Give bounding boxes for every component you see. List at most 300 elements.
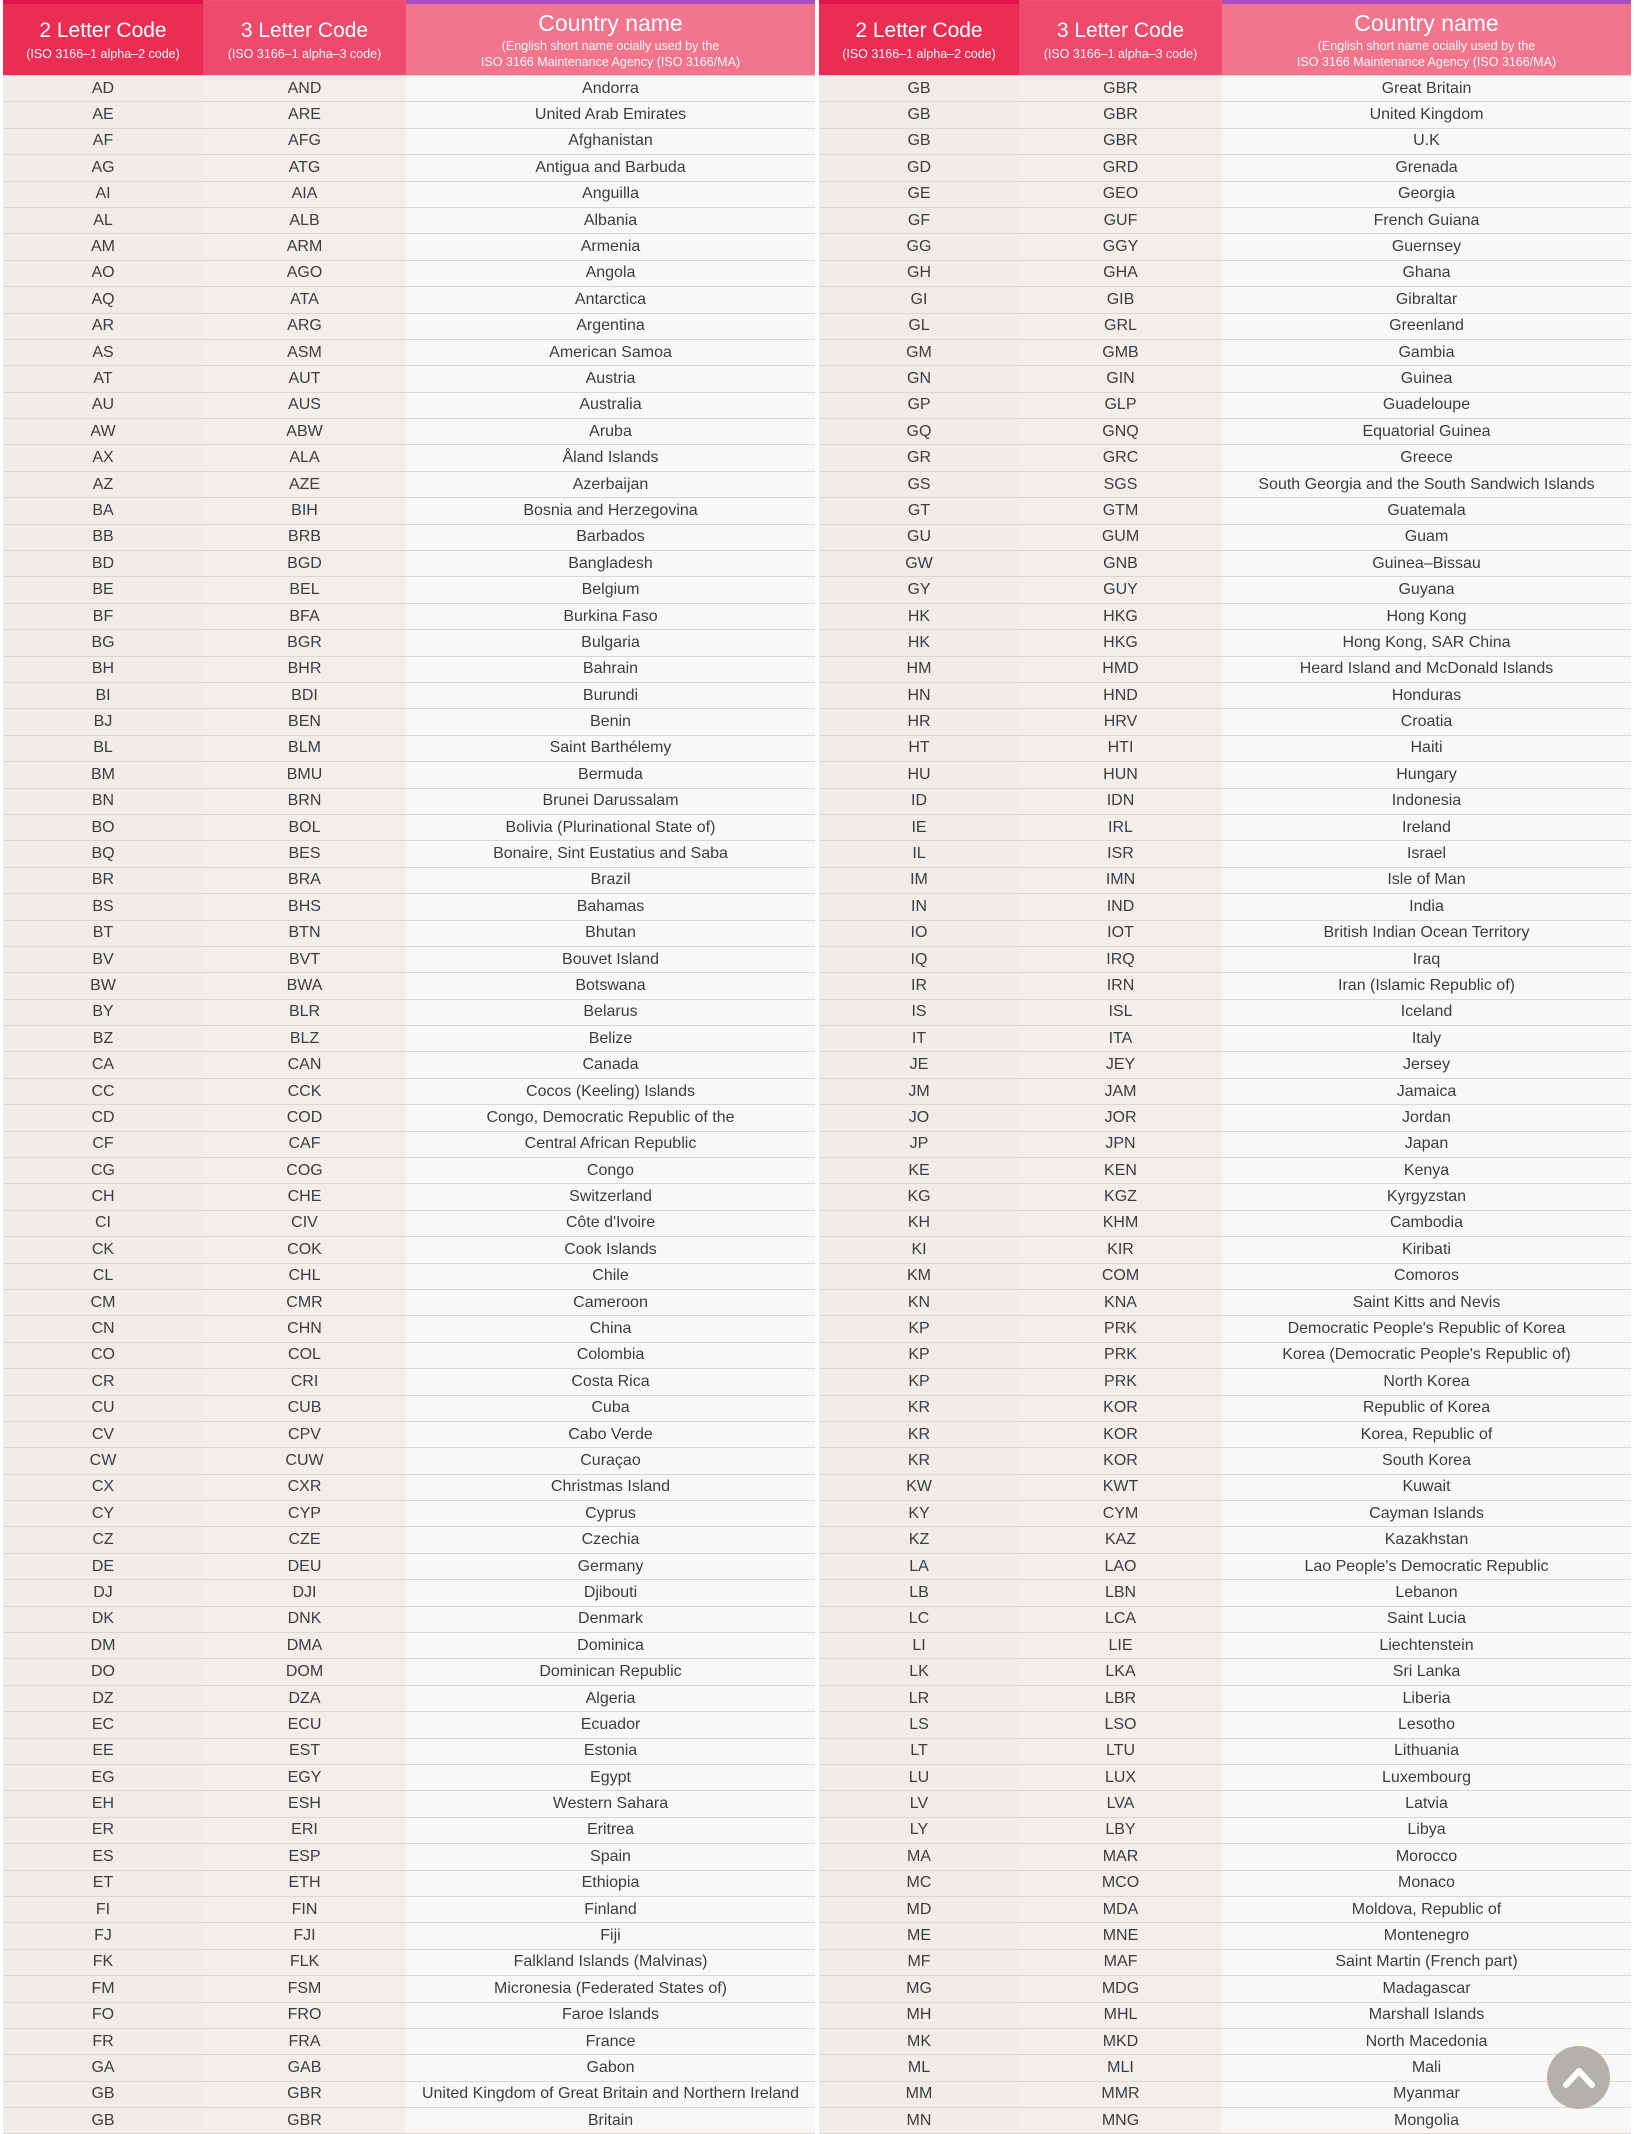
alpha2-cell: CX bbox=[3, 1475, 203, 1500]
table-row bbox=[3, 1211, 815, 1237]
alpha2-cell: BI bbox=[3, 683, 203, 708]
alpha2-cell: CH bbox=[3, 1184, 203, 1209]
country-name-cell: Bolivia (Plurinational State of) bbox=[406, 815, 815, 840]
alpha3-cell: ECU bbox=[203, 1712, 406, 1737]
table-row bbox=[819, 1290, 1631, 1316]
table-row bbox=[819, 1765, 1631, 1791]
alpha3-cell: BES bbox=[203, 841, 406, 866]
alpha2-cell: CV bbox=[3, 1422, 203, 1447]
alpha2-cell: LU bbox=[819, 1765, 1019, 1790]
table-row bbox=[3, 498, 815, 524]
alpha2-cell: BV bbox=[3, 947, 203, 972]
alpha2-cell: IL bbox=[819, 841, 1019, 866]
country-name-cell: Antarctica bbox=[406, 287, 815, 312]
country-name-cell: American Samoa bbox=[406, 340, 815, 365]
alpha2-cell: FM bbox=[3, 1976, 203, 2001]
alpha3-cell: AND bbox=[203, 76, 406, 101]
alpha3-cell: IRQ bbox=[1019, 947, 1222, 972]
country-name-cell: Latvia bbox=[1222, 1791, 1631, 1816]
alpha3-cell: MNE bbox=[1019, 1923, 1222, 1948]
table-row bbox=[3, 1659, 815, 1685]
alpha3-cell: CYM bbox=[1019, 1501, 1222, 1526]
alpha3-cell: HND bbox=[1019, 683, 1222, 708]
country-name-cell: Honduras bbox=[1222, 683, 1631, 708]
alpha2-cell: HM bbox=[819, 657, 1019, 682]
country-name-cell: Libya bbox=[1222, 1818, 1631, 1843]
alpha2-cell: CZ bbox=[3, 1527, 203, 1552]
table-row bbox=[819, 1448, 1631, 1474]
alpha3-cell: GUY bbox=[1019, 577, 1222, 602]
country-name-cell: Angola bbox=[406, 261, 815, 286]
alpha2-cell: HN bbox=[819, 683, 1019, 708]
alpha2-cell: KP bbox=[819, 1369, 1019, 1394]
alpha3-cell: KWT bbox=[1019, 1475, 1222, 1500]
alpha2-cell: EC bbox=[3, 1712, 203, 1737]
table-row bbox=[3, 1791, 815, 1817]
table-row bbox=[3, 76, 815, 102]
country-name-cell: United Kingdom bbox=[1222, 102, 1631, 127]
alpha3-cell: BEN bbox=[203, 709, 406, 734]
alpha2-cell: GR bbox=[819, 445, 1019, 470]
country-name-cell: Curaçao bbox=[406, 1448, 815, 1473]
alpha2-cell: MF bbox=[819, 1950, 1019, 1975]
country-name-cell: Congo, Democratic Republic of the bbox=[406, 1105, 815, 1130]
alpha3-cell: COG bbox=[203, 1158, 406, 1183]
alpha3-cell: FRO bbox=[203, 2003, 406, 2028]
alpha2-cell: GG bbox=[819, 234, 1019, 259]
country-name-cell: Bahrain bbox=[406, 657, 815, 682]
table-row bbox=[819, 129, 1631, 155]
alpha2-cell: GW bbox=[819, 551, 1019, 576]
alpha2-cell: MK bbox=[819, 2029, 1019, 2054]
table-row bbox=[3, 1237, 815, 1263]
country-name-cell: Saint Barthélemy bbox=[406, 736, 815, 761]
table-row bbox=[819, 1237, 1631, 1263]
alpha2-cell: IM bbox=[819, 868, 1019, 893]
alpha2-cell: DM bbox=[3, 1633, 203, 1658]
alpha3-cell: COD bbox=[203, 1105, 406, 1130]
alpha2-cell: KR bbox=[819, 1448, 1019, 1473]
country-name-cell: Sri Lanka bbox=[1222, 1659, 1631, 1684]
alpha3-cell: DJI bbox=[203, 1580, 406, 1605]
country-name-cell: Guatemala bbox=[1222, 498, 1631, 523]
alpha3-cell: AZE bbox=[203, 472, 406, 497]
country-name-cell: Brunei Darussalam bbox=[406, 789, 815, 814]
alpha2-cell: CD bbox=[3, 1105, 203, 1130]
table-row bbox=[3, 921, 815, 947]
alpha2-cell: ES bbox=[3, 1844, 203, 1869]
alpha2-cell: BF bbox=[3, 604, 203, 629]
alpha3-cell: GGY bbox=[1019, 234, 1222, 259]
alpha2-cell: KG bbox=[819, 1184, 1019, 1209]
alpha3-cell: JAM bbox=[1019, 1079, 1222, 1104]
alpha2-cell: LB bbox=[819, 1580, 1019, 1605]
alpha2-cell: AI bbox=[3, 182, 203, 207]
alpha2-cell: LC bbox=[819, 1607, 1019, 1632]
alpha2-cell: BE bbox=[3, 577, 203, 602]
alpha3-cell: FRA bbox=[203, 2029, 406, 2054]
alpha3-cell: BIH bbox=[203, 498, 406, 523]
alpha2-cell: GB bbox=[819, 102, 1019, 127]
country-name-cell: Central African Republic bbox=[406, 1132, 815, 1157]
alpha2-cell: KW bbox=[819, 1475, 1019, 1500]
header-cell-2letter bbox=[3, 4, 203, 75]
alpha3-cell: CMR bbox=[203, 1290, 406, 1315]
table-row bbox=[3, 1871, 815, 1897]
alpha3-cell: IDN bbox=[1019, 789, 1222, 814]
country-name-cell: Myanmar bbox=[1222, 2082, 1631, 2107]
alpha2-cell: KR bbox=[819, 1422, 1019, 1447]
country-name-cell: Mali bbox=[1222, 2055, 1631, 2080]
alpha2-cell: GD bbox=[819, 155, 1019, 180]
table-row bbox=[819, 1791, 1631, 1817]
table-body-left bbox=[3, 75, 815, 2134]
alpha2-cell: BT bbox=[3, 921, 203, 946]
alpha2-cell: BS bbox=[3, 894, 203, 919]
alpha2-cell: LK bbox=[819, 1659, 1019, 1684]
alpha3-cell: ASM bbox=[203, 340, 406, 365]
table-row bbox=[819, 419, 1631, 445]
header-cell-2letter bbox=[819, 4, 1019, 75]
table-row bbox=[819, 841, 1631, 867]
table-row bbox=[3, 1396, 815, 1422]
table-row bbox=[3, 1501, 815, 1527]
alpha2-cell: BN bbox=[3, 789, 203, 814]
table-row bbox=[3, 1105, 815, 1131]
alpha2-cell: GU bbox=[819, 525, 1019, 550]
table-row bbox=[819, 287, 1631, 313]
alpha3-cell: CYP bbox=[203, 1501, 406, 1526]
table-row bbox=[819, 261, 1631, 287]
country-name-cell: Benin bbox=[406, 709, 815, 734]
table-row bbox=[3, 1765, 815, 1791]
table-row bbox=[819, 1897, 1631, 1923]
table-header bbox=[3, 4, 815, 75]
country-name-cell: Ecuador bbox=[406, 1712, 815, 1737]
alpha3-cell: GEO bbox=[1019, 182, 1222, 207]
table-row bbox=[3, 129, 815, 155]
alpha2-cell: EH bbox=[3, 1791, 203, 1816]
table-row bbox=[819, 921, 1631, 947]
country-name-cell: Britain bbox=[406, 2108, 815, 2133]
alpha2-cell: IN bbox=[819, 894, 1019, 919]
alpha3-cell: GBR bbox=[1019, 129, 1222, 154]
table-row bbox=[3, 1712, 815, 1738]
country-name-cell: French Guiana bbox=[1222, 208, 1631, 233]
alpha2-cell: KE bbox=[819, 1158, 1019, 1183]
alpha3-cell: GNQ bbox=[1019, 419, 1222, 444]
table-row bbox=[3, 1976, 815, 2002]
alpha2-cell: AT bbox=[3, 366, 203, 391]
alpha2-cell: AQ bbox=[3, 287, 203, 312]
alpha2-cell: BM bbox=[3, 762, 203, 787]
alpha3-cell: BFA bbox=[203, 604, 406, 629]
table-row bbox=[819, 1659, 1631, 1685]
country-name-cell: Germany bbox=[406, 1554, 815, 1579]
country-name-cell: United Arab Emirates bbox=[406, 102, 815, 127]
alpha2-cell: CL bbox=[3, 1264, 203, 1289]
alpha3-cell: KEN bbox=[1019, 1158, 1222, 1183]
alpha2-cell: MA bbox=[819, 1844, 1019, 1869]
alpha3-cell: BRN bbox=[203, 789, 406, 814]
table-row bbox=[819, 1923, 1631, 1949]
table-row bbox=[3, 709, 815, 735]
country-name-cell: South Korea bbox=[1222, 1448, 1631, 1473]
alpha3-cell: CHN bbox=[203, 1316, 406, 1341]
country-name-cell: Belarus bbox=[406, 1000, 815, 1025]
table-row bbox=[819, 2082, 1631, 2108]
table-row bbox=[819, 472, 1631, 498]
alpha3-cell: ALB bbox=[203, 208, 406, 233]
country-name-cell: Guernsey bbox=[1222, 234, 1631, 259]
table-row bbox=[3, 1422, 815, 1448]
country-name-cell: Guam bbox=[1222, 525, 1631, 550]
alpha2-cell: DO bbox=[3, 1659, 203, 1684]
country-name-cell: India bbox=[1222, 894, 1631, 919]
alpha3-cell: EST bbox=[203, 1739, 406, 1764]
country-name-cell: Iceland bbox=[1222, 1000, 1631, 1025]
header-cell-country-name bbox=[1222, 4, 1631, 75]
table-row bbox=[819, 445, 1631, 471]
alpha3-cell: ABW bbox=[203, 419, 406, 444]
alpha3-cell: GRC bbox=[1019, 445, 1222, 470]
country-name-cell: Korea (Democratic People's Republic of) bbox=[1222, 1343, 1631, 1368]
alpha2-cell: AD bbox=[3, 76, 203, 101]
alpha3-cell: AGO bbox=[203, 261, 406, 286]
alpha2-cell: AE bbox=[3, 102, 203, 127]
country-name-cell: Canada bbox=[406, 1052, 815, 1077]
alpha2-cell: AU bbox=[3, 393, 203, 418]
alpha2-cell: BA bbox=[3, 498, 203, 523]
table-row bbox=[819, 1475, 1631, 1501]
alpha3-cell: PRK bbox=[1019, 1369, 1222, 1394]
header-subtitle: (ISO 3166–1 alpha–2 code) bbox=[26, 46, 180, 61]
table-row bbox=[3, 1923, 815, 1949]
country-name-cell: Indonesia bbox=[1222, 789, 1631, 814]
alpha2-cell: GB bbox=[819, 76, 1019, 101]
alpha2-cell: ID bbox=[819, 789, 1019, 814]
country-name-cell: Costa Rica bbox=[406, 1369, 815, 1394]
table-row bbox=[819, 2029, 1631, 2055]
alpha2-cell: KP bbox=[819, 1316, 1019, 1341]
alpha3-cell: HKG bbox=[1019, 630, 1222, 655]
table-row bbox=[3, 1000, 815, 1026]
country-name-cell: Denmark bbox=[406, 1607, 815, 1632]
table-row bbox=[819, 1396, 1631, 1422]
table-body-right bbox=[819, 75, 1631, 2134]
country-name-cell: Lesotho bbox=[1222, 1712, 1631, 1737]
country-name-cell: Azerbaijan bbox=[406, 472, 815, 497]
alpha2-cell: BG bbox=[3, 630, 203, 655]
alpha2-cell: KN bbox=[819, 1290, 1019, 1315]
table-row bbox=[3, 630, 815, 656]
table-row bbox=[3, 1844, 815, 1870]
alpha2-cell: IS bbox=[819, 1000, 1019, 1025]
table-row bbox=[819, 868, 1631, 894]
country-name-cell: Haiti bbox=[1222, 736, 1631, 761]
table-row bbox=[3, 2082, 815, 2108]
country-name-cell: Algeria bbox=[406, 1686, 815, 1711]
alpha2-cell: GL bbox=[819, 314, 1019, 339]
header-title: 2 Letter Code bbox=[39, 18, 167, 42]
table-row bbox=[3, 1448, 815, 1474]
country-name-cell: Fiji bbox=[406, 1923, 815, 1948]
table-row bbox=[3, 2055, 815, 2081]
country-name-cell: Japan bbox=[1222, 1132, 1631, 1157]
alpha2-cell: GT bbox=[819, 498, 1019, 523]
alpha3-cell: KGZ bbox=[1019, 1184, 1222, 1209]
alpha2-cell: FR bbox=[3, 2029, 203, 2054]
alpha3-cell: ARM bbox=[203, 234, 406, 259]
alpha3-cell: CUB bbox=[203, 1396, 406, 1421]
alpha3-cell: KIR bbox=[1019, 1237, 1222, 1262]
table-row bbox=[3, 472, 815, 498]
table-row bbox=[3, 234, 815, 260]
alpha2-cell: GA bbox=[3, 2055, 203, 2080]
alpha3-cell: ALA bbox=[203, 445, 406, 470]
alpha3-cell: HUN bbox=[1019, 762, 1222, 787]
alpha3-cell: COK bbox=[203, 1237, 406, 1262]
alpha3-cell: GHA bbox=[1019, 261, 1222, 286]
alpha3-cell: MLI bbox=[1019, 2055, 1222, 2080]
country-name-cell: Aruba bbox=[406, 419, 815, 444]
country-name-cell: Czechia bbox=[406, 1527, 815, 1552]
alpha2-cell: AW bbox=[3, 419, 203, 444]
table-row bbox=[3, 1158, 815, 1184]
alpha3-cell: CCK bbox=[203, 1079, 406, 1104]
country-name-cell: Faroe Islands bbox=[406, 2003, 815, 2028]
alpha2-cell: AO bbox=[3, 261, 203, 286]
alpha3-cell: LAO bbox=[1019, 1554, 1222, 1579]
table-row bbox=[3, 1527, 815, 1553]
country-name-cell: Comoros bbox=[1222, 1264, 1631, 1289]
table-row bbox=[3, 208, 815, 234]
country-name-cell: Djibouti bbox=[406, 1580, 815, 1605]
country-name-cell: Gambia bbox=[1222, 340, 1631, 365]
table-row bbox=[3, 973, 815, 999]
alpha3-cell: BEL bbox=[203, 577, 406, 602]
alpha3-cell: LBN bbox=[1019, 1580, 1222, 1605]
country-name-cell: Lithuania bbox=[1222, 1739, 1631, 1764]
scroll-to-top-button[interactable] bbox=[1547, 2046, 1610, 2109]
alpha3-cell: ISR bbox=[1019, 841, 1222, 866]
header-cell-country-name bbox=[406, 4, 815, 75]
country-name-cell: Switzerland bbox=[406, 1184, 815, 1209]
alpha2-cell: LI bbox=[819, 1633, 1019, 1658]
table-row bbox=[3, 841, 815, 867]
country-name-cell: Grenada bbox=[1222, 155, 1631, 180]
alpha2-cell: MD bbox=[819, 1897, 1019, 1922]
alpha3-cell: HMD bbox=[1019, 657, 1222, 682]
table-row bbox=[819, 1211, 1631, 1237]
country-name-cell: Colombia bbox=[406, 1343, 815, 1368]
table-row bbox=[819, 1739, 1631, 1765]
alpha3-cell: KHM bbox=[1019, 1211, 1222, 1236]
table-row bbox=[3, 182, 815, 208]
alpha2-cell: DE bbox=[3, 1554, 203, 1579]
alpha3-cell: IRN bbox=[1019, 973, 1222, 998]
country-name-cell: Georgia bbox=[1222, 182, 1631, 207]
alpha3-cell: LIE bbox=[1019, 1633, 1222, 1658]
country-name-cell: Micronesia (Federated States of) bbox=[406, 1976, 815, 2001]
country-name-cell: Anguilla bbox=[406, 182, 815, 207]
country-name-cell: Finland bbox=[406, 1897, 815, 1922]
alpha3-cell: ATG bbox=[203, 155, 406, 180]
table-row bbox=[819, 1871, 1631, 1897]
alpha2-cell: KM bbox=[819, 1264, 1019, 1289]
header-cell-3letter bbox=[1019, 4, 1222, 75]
alpha2-cell: ET bbox=[3, 1871, 203, 1896]
table-row bbox=[3, 1079, 815, 1105]
alpha2-cell: GB bbox=[819, 129, 1019, 154]
alpha2-cell: IT bbox=[819, 1026, 1019, 1051]
alpha2-cell: ER bbox=[3, 1818, 203, 1843]
table-row bbox=[3, 1739, 815, 1765]
table-row bbox=[3, 1633, 815, 1659]
alpha2-cell: LT bbox=[819, 1739, 1019, 1764]
table-row bbox=[3, 2108, 815, 2134]
alpha2-cell: AG bbox=[3, 155, 203, 180]
alpha3-cell: GLP bbox=[1019, 393, 1222, 418]
alpha3-cell: FLK bbox=[203, 1950, 406, 1975]
alpha2-cell: EG bbox=[3, 1765, 203, 1790]
alpha2-cell: CI bbox=[3, 1211, 203, 1236]
alpha2-cell: CK bbox=[3, 1237, 203, 1262]
country-name-cell: Marshall Islands bbox=[1222, 2003, 1631, 2028]
country-name-cell: Mongolia bbox=[1222, 2108, 1631, 2133]
alpha3-cell: HKG bbox=[1019, 604, 1222, 629]
table-row bbox=[819, 657, 1631, 683]
alpha2-cell: KZ bbox=[819, 1527, 1019, 1552]
country-name-cell: Bouvet Island bbox=[406, 947, 815, 972]
table-row bbox=[819, 947, 1631, 973]
alpha2-cell: HK bbox=[819, 630, 1019, 655]
alpha3-cell: KNA bbox=[1019, 1290, 1222, 1315]
country-name-cell: Andorra bbox=[406, 76, 815, 101]
table-row bbox=[3, 1554, 815, 1580]
table-row bbox=[819, 340, 1631, 366]
country-name-cell: Korea, Republic of bbox=[1222, 1422, 1631, 1447]
alpha3-cell: BOL bbox=[203, 815, 406, 840]
alpha2-cell: KP bbox=[819, 1343, 1019, 1368]
alpha3-cell: LCA bbox=[1019, 1607, 1222, 1632]
country-name-cell: Heard Island and McDonald Islands bbox=[1222, 657, 1631, 682]
country-name-cell: Chile bbox=[406, 1264, 815, 1289]
table-row bbox=[3, 1026, 815, 1052]
country-name-cell: Bosnia and Herzegovina bbox=[406, 498, 815, 523]
country-name-cell: Albania bbox=[406, 208, 815, 233]
alpha3-cell: LUX bbox=[1019, 1765, 1222, 1790]
alpha2-cell: FI bbox=[3, 1897, 203, 1922]
country-name-cell: Jordan bbox=[1222, 1105, 1631, 1130]
alpha2-cell: GP bbox=[819, 393, 1019, 418]
table-row bbox=[819, 234, 1631, 260]
alpha3-cell: GTM bbox=[1019, 498, 1222, 523]
table-row bbox=[819, 1712, 1631, 1738]
table-row bbox=[819, 1105, 1631, 1131]
country-name-cell: South Georgia and the South Sandwich Islands bbox=[1222, 472, 1631, 497]
alpha3-cell: CHE bbox=[203, 1184, 406, 1209]
table-row bbox=[819, 630, 1631, 656]
alpha3-cell: JPN bbox=[1019, 1132, 1222, 1157]
alpha3-cell: DEU bbox=[203, 1554, 406, 1579]
country-name-cell: Iran (Islamic Republic of) bbox=[1222, 973, 1631, 998]
alpha3-cell: MAR bbox=[1019, 1844, 1222, 1869]
alpha3-cell: MAF bbox=[1019, 1950, 1222, 1975]
country-name-cell: Liechtenstein bbox=[1222, 1633, 1631, 1658]
country-name-cell: U.K bbox=[1222, 129, 1631, 154]
table-row bbox=[819, 894, 1631, 920]
